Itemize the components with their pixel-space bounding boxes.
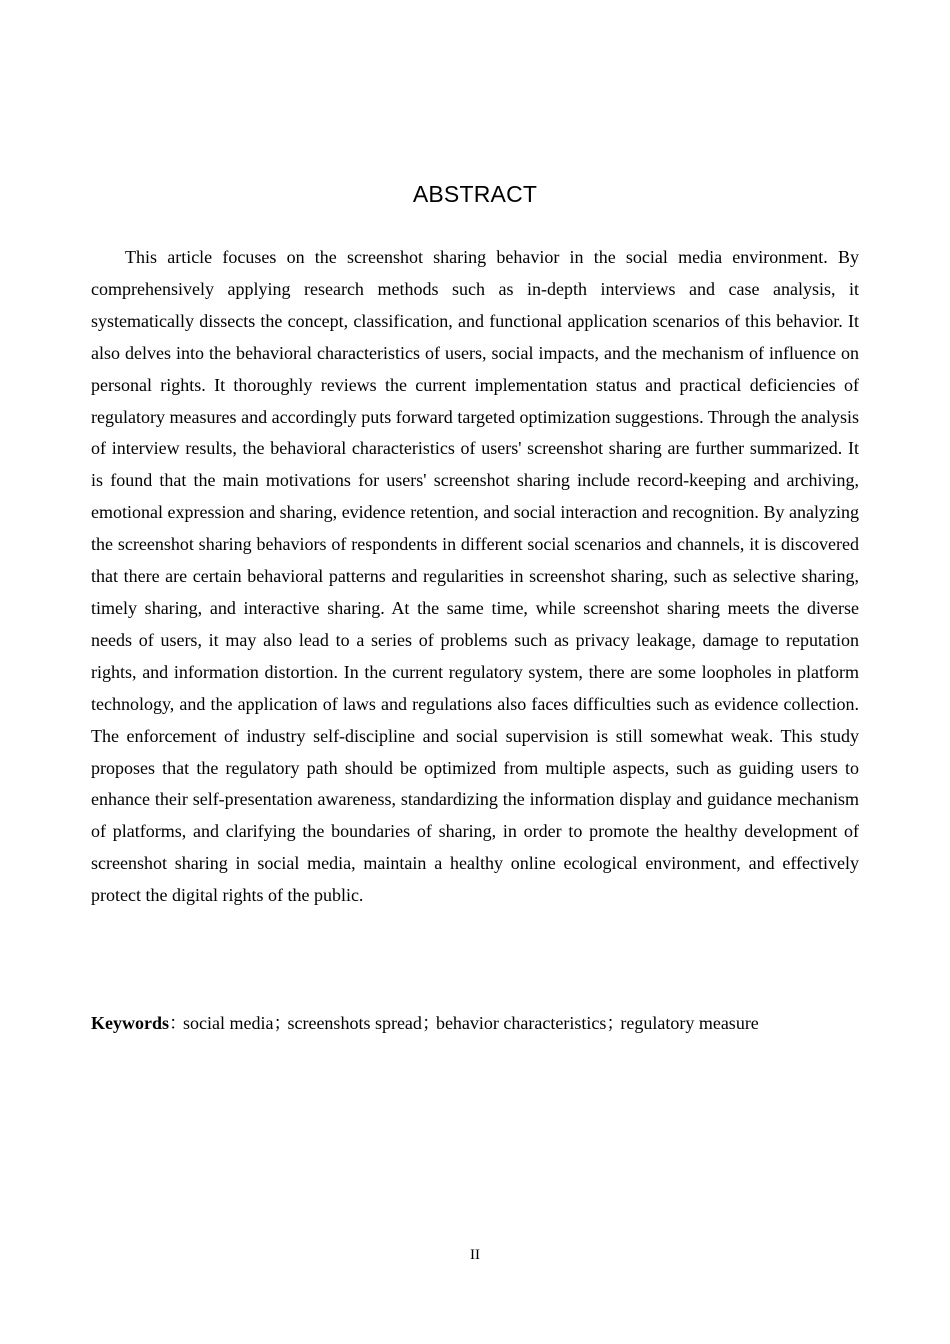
keywords-label: Keywords (91, 1013, 169, 1033)
keyword-item: screenshots spread (287, 1013, 422, 1033)
keywords-label-separator: ： (169, 1013, 187, 1033)
abstract-body-paragraph: This article focuses on the screenshot sharing behavior in the social media environment. By comprehensively applying research methods such as in-depth interviews and case analysis, it systematically dissects the concept, classification, and functional application scenarios of this behavior. It also delves into the behavioral characteristics of users, social impacts, and the mechanism of influence on personal rights. It thoroughly reviews the current implementation status and practical deficiencies of regulatory measures and accordingly puts forward targeted optimization suggestions. Through the analysis of interview results, the behavioral characteristics of users' screenshot sharing are further summarized. It is found that the main motivations for users' screenshot sharing include record-keeping and archiving, emotional expression and sharing, evidence retention, and social interaction and recognition. By analyzing the screenshot sharing behaviors of respondents in different social scenarios and channels, it is discovered that there are certain behavioral patterns and regularities in screenshot sharing, such as selective sharing, timely sharing, and interactive sharing. At the same time, while screenshot sharing meets the diverse needs of users, it may also lead to a series of problems such as privacy leakage, damage to reputation rights, and information distortion. In the current regulatory system, there are some loopholes in platform technology, and the application of laws and regulations also faces difficulties such as evidence collection. The enforcement of industry self-discipline and social supervision is still somewhat weak. This study proposes that the regulatory path should be optimized from multiple aspects, such as guiding users to enhance their self-presentation awareness, standardizing the information display and guidance mechanism of platforms, and clarifying the boundaries of sharing, in order to promote the healthy development of screenshot sharing in social media, maintain a healthy online ecological environment, and effectively protect the digital rights of the public. (91, 247, 859, 906)
keyword-item: regulatory measure (620, 1013, 759, 1033)
keyword-item: behavior characteristics (435, 1013, 607, 1033)
abstract-title: ABSTRACT (412, 181, 538, 207)
keyword-item: social media (183, 1013, 274, 1033)
keyword-separator: ； (273, 1013, 292, 1033)
page-number: II (470, 1247, 480, 1263)
keywords-line (91, 1008, 859, 1040)
keyword-separator: ； (421, 1013, 440, 1033)
keyword-separator: ； (606, 1013, 625, 1033)
